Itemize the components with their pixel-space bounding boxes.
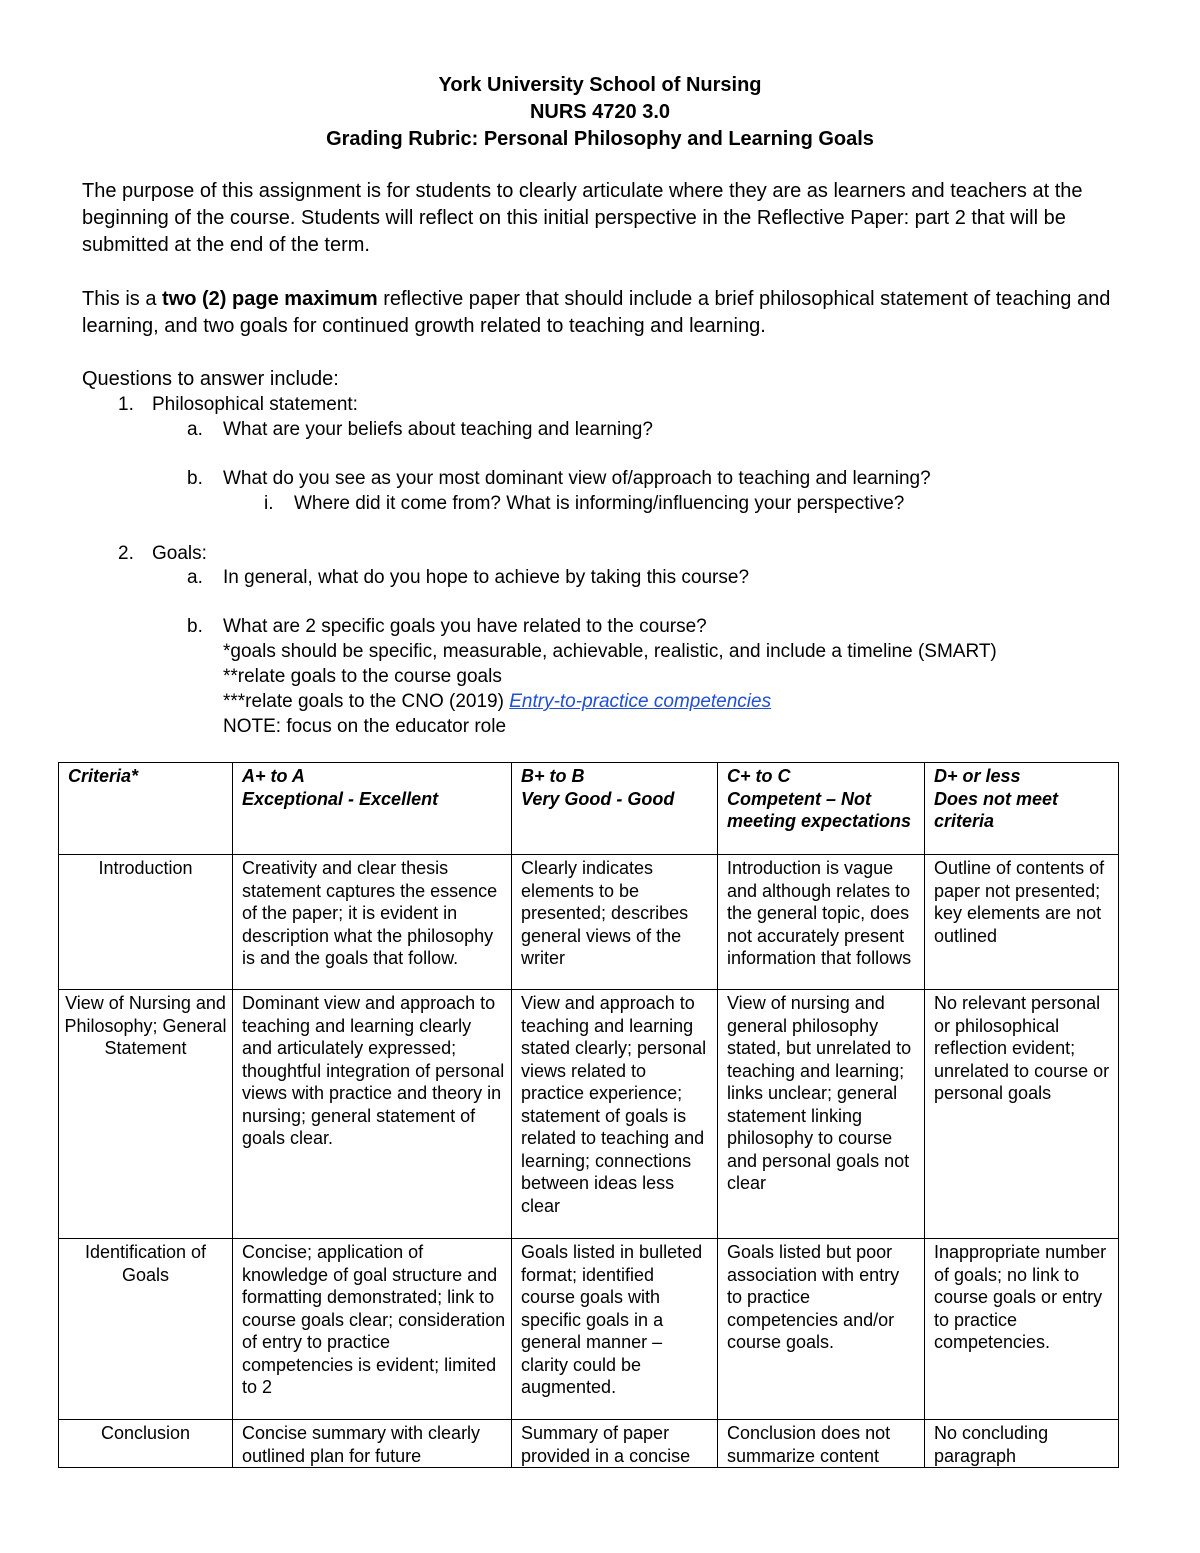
rubric-header-row	[59, 763, 1119, 855]
rubric-row-conclusion	[59, 1420, 1119, 1468]
question-1b	[187, 467, 931, 491]
entry-to-practice-link[interactable]: Entry-to-practice competencies	[509, 691, 772, 712]
limit-bold: two (2) page maximum	[162, 288, 378, 310]
questions-heading: Questions to answer include:	[82, 368, 339, 390]
limit-suffix: reflective paper that should include a brief philosophical statement of teaching and learning, and two goals for continued growth related to teaching and learning.	[82, 288, 1111, 337]
grade-b-cell: View and approach to teaching and learning stated clearly; personal views related to practice experience; statement of goals is related to teaching and learning; connections between ideas less clear	[512, 990, 718, 1239]
q1a-text: What are your beliefs about teaching and learning?	[223, 419, 653, 440]
question-1b-i	[264, 492, 904, 516]
grade-d-cell: Outline of contents of paper not presented; key elements are not outlined	[925, 855, 1119, 990]
document-title-block	[0, 72, 1200, 153]
criteria-cell: Identification of Goals	[59, 1239, 233, 1420]
goal-note-course: **relate goals to the course goals	[223, 666, 502, 687]
limit-prefix: This is a	[82, 288, 163, 310]
goal-note-smart: *goals should be specific, measurable, achievable, realistic, and include a timeline (SMART)	[223, 641, 997, 662]
grade-c-cell: Conclusion does not summarize content	[718, 1420, 925, 1468]
grade-a-cell: Creativity and clear thesis statement captures the essence of the paper; it is evident in description what the philosophy is and the goals that follow.	[233, 855, 512, 990]
grade-a-cell: Concise; application of knowledge of goal structure and formatting demonstrated; link to course goals clear; consideration of entry to practice competencies is evident; limited to 2	[233, 1239, 512, 1420]
goal-note-cno	[223, 690, 771, 714]
header-criteria: Criteria*	[59, 763, 233, 855]
question-2	[118, 542, 207, 566]
grade-d-cell: No relevant personal or philosophical reflection evident; unrelated to course or personal goals	[925, 990, 1119, 1239]
question-1	[118, 393, 358, 417]
grading-rubric-table	[58, 762, 1119, 1468]
criteria-cell: View of Nursing and Philosophy; General Statement	[59, 990, 233, 1239]
q1bi-text: Where did it come from? What is informing/influencing your perspective?	[294, 493, 905, 514]
rubric-title: Grading Rubric: Personal Philosophy and Learning Goals	[326, 128, 874, 150]
header-grade-c: C+ to C Competent – Not meeting expectations	[718, 763, 925, 855]
q2-label: Goals:	[152, 543, 207, 564]
header-grade-d: D+ or less Does not meet criteria	[925, 763, 1119, 855]
grade-a-cell: Concise summary with clearly outlined plan for future	[233, 1420, 512, 1468]
q1-number: 1.	[118, 394, 134, 415]
q2b-marker: b.	[187, 616, 203, 637]
q2b-text: What are 2 specific goals you have related to the course?	[223, 616, 707, 637]
page-limit-paragraph	[82, 286, 1142, 340]
grade-d-cell: No concluding paragraph	[925, 1420, 1119, 1468]
q2-number: 2.	[118, 543, 134, 564]
purpose-paragraph: The purpose of this assignment is for students to clearly articulate where they are as learners and teachers at the beginning of the course. Students will reflect on this initial perspective in the Reflective Paper: part 2 that will be submitted at the end of the term.	[82, 180, 1083, 256]
grade-b-cell: Summary of paper provided in a concise	[512, 1420, 718, 1468]
q1b-text: What do you see as your most dominant view of/approach to teaching and learning?	[223, 468, 931, 489]
course-code: NURS 4720 3.0	[529, 101, 671, 123]
q1a-marker: a.	[187, 419, 203, 440]
header-grade-a: A+ to A Exceptional - Excellent	[233, 763, 512, 855]
question-2a	[187, 566, 749, 590]
q1b-marker: b.	[187, 468, 203, 489]
grade-a-cell: Dominant view and approach to teaching and learning clearly and articulately expressed; thoughtful integration of personal views with practice and theory in nursing; general statement of goals clear.	[233, 990, 512, 1239]
rubric-row-view-of-nursing	[59, 990, 1119, 1239]
grade-b-cell: Clearly indicates elements to be presented; describes general views of the writer	[512, 855, 718, 990]
grade-c-cell: Introduction is vague and although relates to the general topic, does not accurately present information that follows	[718, 855, 925, 990]
q2a-text: In general, what do you hope to achieve by taking this course?	[223, 567, 750, 588]
q1bi-marker: i.	[264, 493, 274, 514]
grade-d-cell: Inappropriate number of goals; no link to course goals or entry to practice competencies.	[925, 1239, 1119, 1420]
criteria-cell: Conclusion	[59, 1420, 233, 1468]
educator-role-note: NOTE: focus on the educator role	[223, 716, 507, 737]
question-2b	[187, 615, 707, 639]
rubric-row-identification-of-goals	[59, 1239, 1119, 1420]
header-grade-b: B+ to B Very Good - Good	[512, 763, 718, 855]
q2a-marker: a.	[187, 567, 203, 588]
rubric-row-introduction	[59, 855, 1119, 990]
grade-b-cell: Goals listed in bulleted format; identified course goals with specific goals in a general manner – clarity could be augmented.	[512, 1239, 718, 1420]
school-name: York University School of Nursing	[438, 74, 762, 96]
cno-note-prefix: ***relate goals to the CNO (2019)	[223, 691, 510, 712]
criteria-cell: Introduction	[59, 855, 233, 990]
grade-c-cell: Goals listed but poor association with entry to practice competencies and/or course goals.	[718, 1239, 925, 1420]
question-1a	[187, 418, 653, 442]
grade-c-cell: View of nursing and general philosophy stated, but unrelated to teaching and learning; links unclear; general statement linking philosophy to course and personal goals not clear	[718, 990, 925, 1239]
q1-label: Philosophical statement:	[152, 394, 358, 415]
